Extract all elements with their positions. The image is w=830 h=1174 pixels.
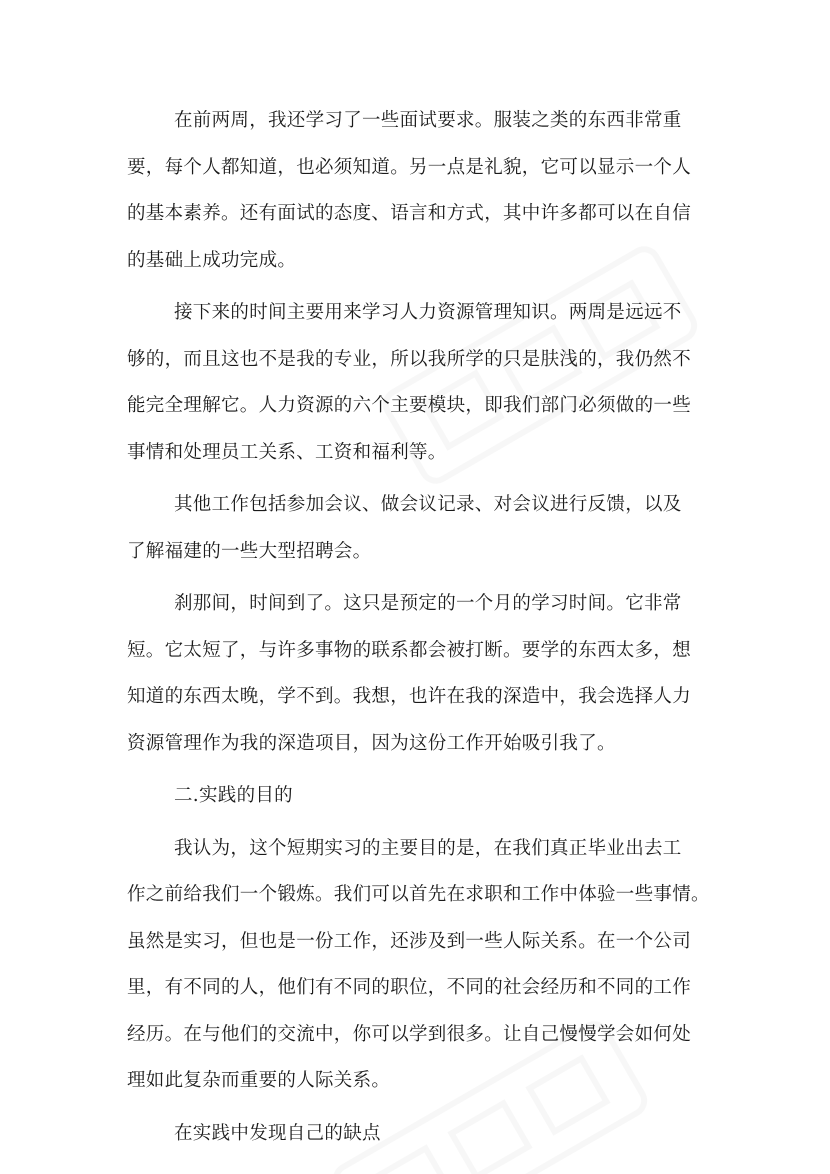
text-line: 知道的东西太晚，学不到。我想，也许在我的深造中，我会选择人力 (127, 686, 692, 707)
section-heading-practice-purpose (127, 773, 712, 820)
paragraph-practice-purpose (127, 826, 712, 1105)
heading-line: 二.实践的目的 (174, 785, 293, 806)
paragraph-hr-knowledge (127, 290, 712, 476)
text-line: 的基础上成功完成。 (127, 249, 297, 271)
text-line: 刹那间，时间到了。这只是预定的一个月的学习时间。它非常 (174, 593, 682, 614)
text-line: 其他工作包括参加会议、做会议记录、对会议进行反馈，以及 (174, 494, 682, 515)
paragraph-other-work (127, 482, 712, 575)
paragraph-find-shortcomings (127, 1111, 712, 1158)
text-line: 作之前给我们一个锻炼。我们可以首先在求职和工作中体验一些事情。 (127, 884, 710, 905)
text-line: 在前两周，我还学习了一些面试要求。服装之类的东西非常重 (174, 110, 682, 131)
text-line: 里，有不同的人，他们有不同的职位，不同的社会经历和不同的工作 (127, 977, 692, 998)
text-line: 了解福建的一些大型招聘会。 (127, 540, 372, 562)
text-line: 虽然是实习，但也是一份工作，还涉及到一些人际关系。在一个公司 (127, 930, 692, 952)
text-line: 事情和处理员工关系、工资和福利等。 (127, 441, 447, 463)
text-line: 短。它太短了，与许多事物的联系都会被打断。要学的东西太多，想 (127, 639, 692, 661)
text-line: 理如此复杂而重要的人际关系。 (127, 1070, 391, 1091)
document-body (127, 98, 712, 1163)
text-line: 我认为，这个短期实习的主要目的是，在我们真正毕业出去工 (174, 837, 682, 859)
text-line: 资源管理作为我的深造项目，因为这份工作开始吸引我了。 (127, 732, 616, 754)
text-line: 经历。在与他们的交流中，你可以学到很多。让自己慢慢学会如何处 (127, 1023, 692, 1045)
paragraph-time-up (127, 581, 712, 767)
text-line: 够的，而且这也不是我的专业，所以我所学的只是肤浅的，我仍然不 (127, 348, 692, 370)
text-line: 在实践中发现自己的缺点 (174, 1122, 381, 1144)
text-line: 能完全理解它。人力资源的六个主要模块，即我们部门必须做的一些 (127, 395, 692, 416)
paragraph-interview-requirements (127, 98, 712, 284)
text-line: 接下来的时间主要用来学习人力资源管理知识。两周是远远不 (174, 302, 682, 323)
text-line: 的基本素养。还有面试的态度、语言和方式，其中许多都可以在自信 (127, 203, 692, 224)
text-line: 要，每个人都知道，也必须知道。另一点是礼貌，它可以显示一个人 (127, 156, 692, 178)
